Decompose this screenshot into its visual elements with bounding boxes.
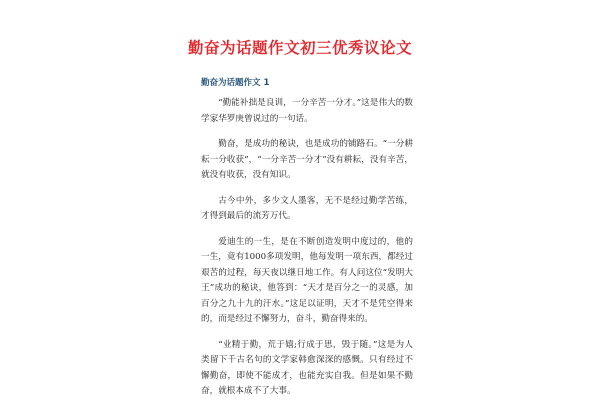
essay-body [201,96,413,400]
section-subtitle: 勤奋为话题作文 1 [201,78,270,88]
paragraph-2: 勤奋，是成功的秘诀，也是成功的铺路石。“一分耕耘一分收获”，“一分辛苦一分才”没有耕耘，没有辛苦，就没有收获，没有知识。 [201,139,413,180]
paragraph-3: 古今中外，多少文人墨客，无不是经过勤学苦练，才得到最后的流芳万代。 [201,195,413,221]
paragraph-1: “勤能补拙是良训，一分辛苦一分才。”这是伟大的数学家华罗庚曾说过的一句话。 [201,98,413,124]
paragraph-5: “业精于勤，荒于嬉;行成于思，毁于随。”这是为人类留下千古名句的文学家韩愈深深的感慨。只有经过不懈勤奋，即使不能成才，也能充实自我。但是如果不勤奋，就根本成不了大事。 [201,339,413,396]
document-title: 勤奋为话题作文初三优秀议论文 [187,39,412,57]
paragraph-4: 爱迪生的一生，是在不断创造发明中度过的，他的一生，竟有1000多项发明，他每发明一项东西，都经过艰苦的过程，每天夜以继日地工作。有人问这位“发明大王”成功的秘诀，他答到：“天才是百分之一的灵感，加百分之九十九的汗水。”这足以证明，天才不是凭空得来的，而是经过不懈努力，奋斗，勤奋得来的。 [201,236,413,324]
